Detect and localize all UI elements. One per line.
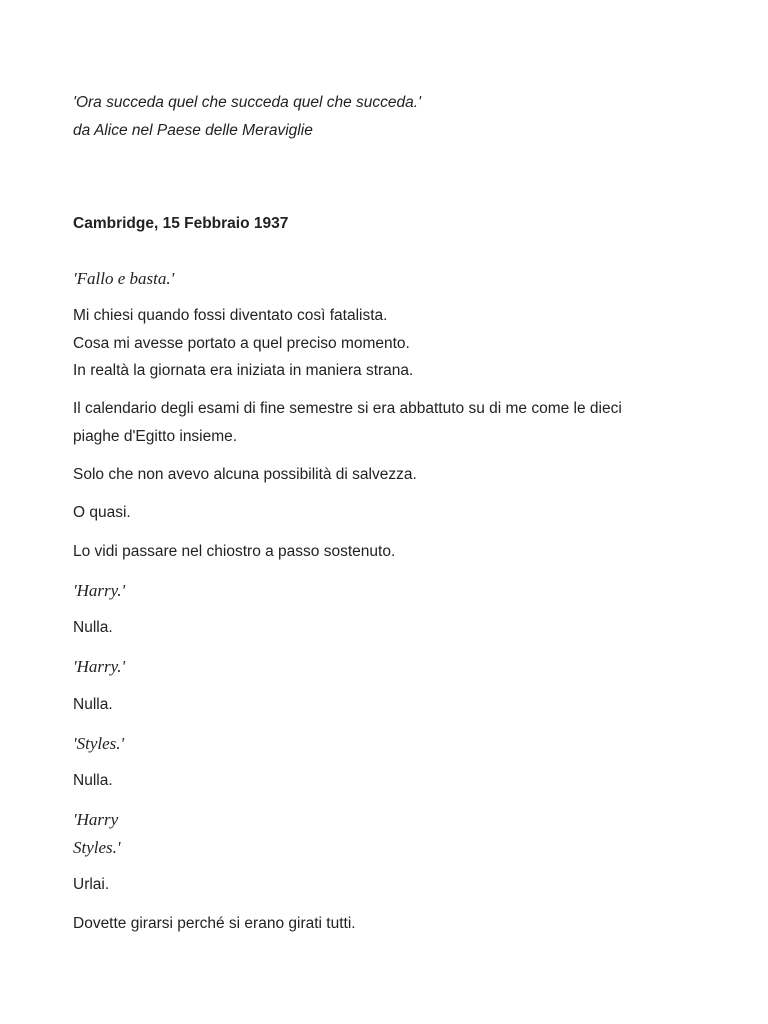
- dialogue-line: 'Styles.': [73, 734, 125, 753]
- paragraph-line: Lo vidi passare nel chiostro a passo sostenuto.: [73, 543, 396, 560]
- epigraph-source: da Alice nel Paese delle Meraviglie: [73, 122, 313, 139]
- paragraph-line: Urlai.: [73, 876, 110, 893]
- dialogue-line: 'Fallo e basta.': [73, 269, 175, 288]
- dialogue-line: 'Harry.': [73, 657, 126, 676]
- dialogue-line: Styles.': [73, 838, 121, 857]
- dialogue-line: 'Harry: [73, 810, 119, 829]
- dialogue-line: 'Harry.': [73, 581, 126, 600]
- paragraph-line: Il calendario degli esami di fine semestre si era abbattuto su di me come le dieci: [73, 400, 622, 417]
- paragraph-line: piaghe d'Egitto insieme.: [73, 428, 238, 445]
- paragraph-line: O quasi.: [73, 504, 131, 521]
- paragraph-line: Mi chiesi quando fossi diventato così fatalista.: [73, 307, 388, 324]
- paragraph-line: Nulla.: [73, 772, 113, 789]
- epigraph-quote: 'Ora succeda quel che succeda quel che succeda.': [73, 94, 421, 111]
- paragraph-line: Solo che non avevo alcuna possibilità di salvezza.: [73, 466, 417, 483]
- paragraph-line: Nulla.: [73, 696, 113, 713]
- chapter-heading: Cambridge, 15 Febbraio 1937: [73, 215, 289, 232]
- paragraph-line: Nulla.: [73, 619, 113, 636]
- paragraph-line: In realtà la giornata era iniziata in maniera strana.: [73, 362, 414, 379]
- paragraph-line: Dovette girarsi perché si erano girati tutti.: [73, 915, 356, 932]
- paragraph-line: Cosa mi avesse portato a quel preciso momento.: [73, 335, 410, 352]
